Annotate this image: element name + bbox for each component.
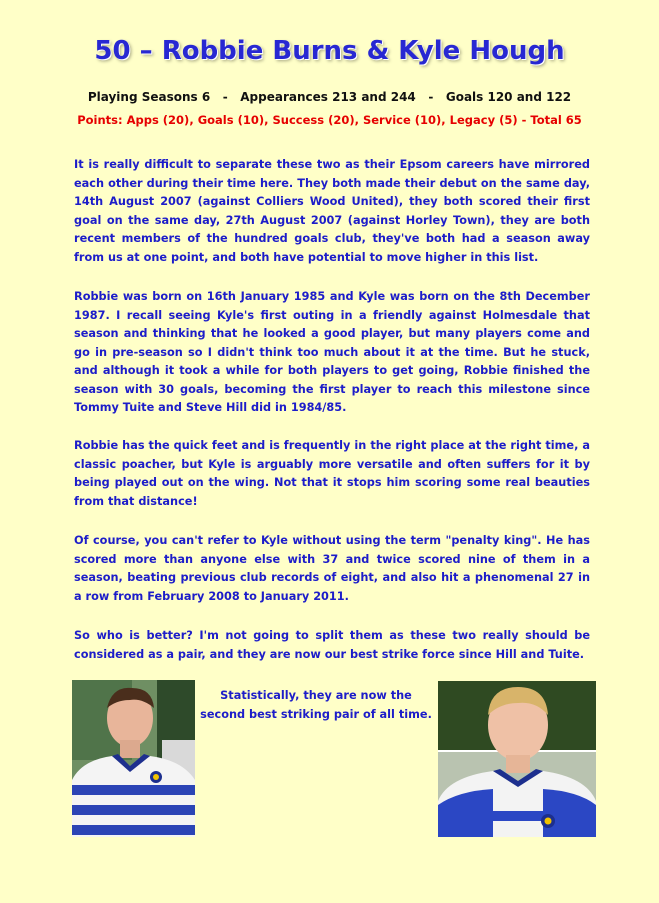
paragraph-birth: Robbie was born on 16th January 1985 and Kyle was born on the 8th December 1987. I recall seeing Kyle's first outing in a friendly against Holmesdale that season and thinking that he looked a good player, but many players come and go in pre-season so I didn't think too much about it at the time. But he stuck, and although it took a while for both players to get going, Robbie finished the season with 30 goals, becoming the first player to reach this milestone since Tommy Tuite and Steve Hill did in 1984/85. — [74, 290, 590, 414]
points-line: Points: Apps (20), Goals (10), Success (20), Service (10), Legacy (5) - Total 65 — [77, 113, 582, 127]
stat-seasons: Playing Seasons 6 — [87, 90, 211, 104]
paragraph-who-is-better: So who is better? I'm not going to split them as these two really should be considered as a pair, and they are now our best strike force since Hill and Tuite. — [74, 629, 590, 661]
paragraph-careers: It is really difficult to separate these two as their Epsom careers have mirrored each other during their time here. They both made their debut on the same day, 14th August 2007 (against Colliers Wood United), they both scored their first goal on the same day, 27th August 2007 (against Horley Town), they are both recent members of the hundred goals club, they've both had a season away from us at one point, and both have potential to move higher in this list. — [74, 158, 590, 264]
kyle-hough-photo — [438, 681, 596, 837]
caption-line-1: Statistically, they are now the — [220, 689, 412, 702]
photo-caption — [200, 686, 432, 724]
robbie-burns-photo — [72, 680, 195, 837]
paragraph-styles: Robbie has the quick feet and is frequently in the right place at the right time, a classic poacher, but Kyle is arguably more versatile and often suffers for it by being played out on the wing. Not that it stops him scoring some real beauties from that distance! — [74, 439, 590, 508]
stat-goals: Goals 120 and 122 — [445, 90, 572, 104]
page-title: 50 – Robbie Burns & Kyle Hough — [94, 36, 565, 66]
stat-appearances: Appearances 213 and 244 — [240, 90, 416, 104]
stats-line: Playing Seasons 6 - Appearances 213 and 244 - Goals 120 and 122 — [87, 90, 572, 104]
caption-line-2: second best striking pair of all time. — [200, 708, 432, 721]
paragraph-penalty-king: Of course, you can't refer to Kyle without using the term "penalty king". He has scored more than anyone else with 37 and twice scored nine of them in a season, beating previous club records of eight, and also hit a phenomenal 27 in a row from February 2008 to January 2011. — [74, 534, 590, 603]
